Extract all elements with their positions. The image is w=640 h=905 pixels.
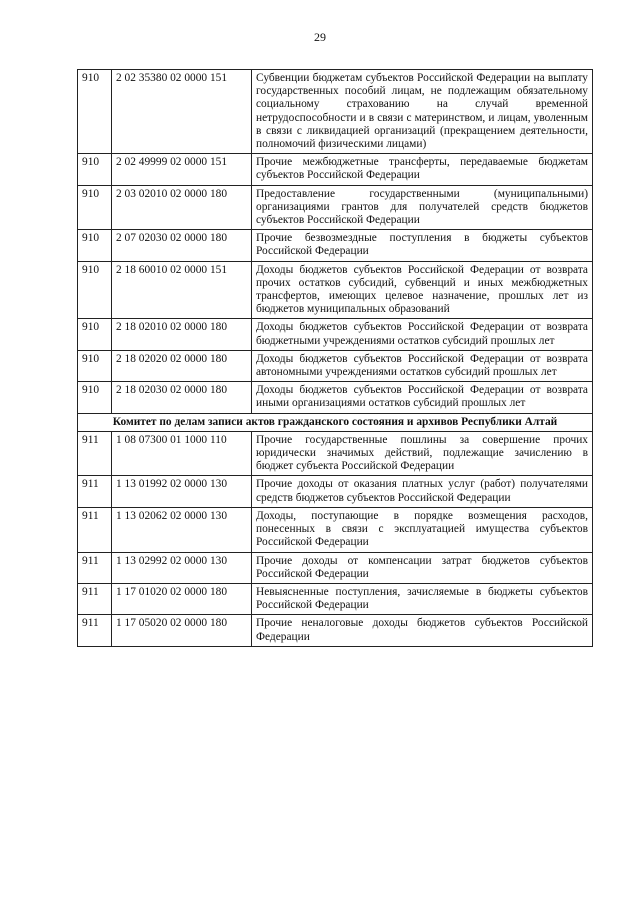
table-row — [78, 615, 593, 646]
page-number: 29 — [314, 30, 326, 44]
revenue-description: Предоставление государственными (муниципальными) организациями грантов для получателей средств бюджетов субъектов Российской Федерации — [252, 185, 593, 230]
revenue-code: 2 18 60010 02 0000 151 — [112, 261, 252, 319]
admin-code: 911 — [78, 507, 112, 552]
admin-code: 911 — [78, 476, 112, 507]
table-row — [78, 382, 593, 413]
revenue-codes-table — [77, 69, 593, 647]
table-row — [78, 70, 593, 154]
revenue-description: Субвенции бюджетам субъектов Российской Федерации на выплату государственных пособий лицам, не подлежащим обязательному социальному страхованию на случай временной нетрудоспособности и в связи с материнством, и лицам, уволенным в связи с ликвидацией организаций (прекращением деятельности, полномочий физическими лицами) — [252, 70, 593, 154]
admin-code: 911 — [78, 615, 112, 646]
revenue-code: 2 02 35380 02 0000 151 — [112, 70, 252, 154]
revenue-description: Доходы бюджетов субъектов Российской Федерации от возврата бюджетными учреждениями остатков субсидий прошлых лет — [252, 319, 593, 350]
revenue-description: Прочие неналоговые доходы бюджетов субъектов Российской Федерации — [252, 615, 593, 646]
table-row — [78, 431, 593, 476]
revenue-description: Доходы, поступающие в порядке возмещения расходов, понесенных в связи с эксплуатацией имущества субъектов Российской Федерации — [252, 507, 593, 552]
revenue-code: 1 08 07300 01 1000 110 — [112, 431, 252, 476]
table-row — [78, 261, 593, 319]
admin-code: 910 — [78, 319, 112, 350]
admin-code: 910 — [78, 70, 112, 154]
revenue-code: 2 03 02010 02 0000 180 — [112, 185, 252, 230]
table-row — [78, 552, 593, 583]
table-row — [78, 154, 593, 185]
table-row — [78, 230, 593, 261]
revenue-description: Прочие безвозмездные поступления в бюджеты субъектов Российской Федерации — [252, 230, 593, 261]
revenue-code: 2 18 02020 02 0000 180 — [112, 350, 252, 381]
revenue-code: 2 02 49999 02 0000 151 — [112, 154, 252, 185]
admin-code: 910 — [78, 230, 112, 261]
revenue-code: 1 17 05020 02 0000 180 — [112, 615, 252, 646]
revenue-code: 1 13 01992 02 0000 130 — [112, 476, 252, 507]
table-row — [78, 476, 593, 507]
admin-code: 910 — [78, 185, 112, 230]
revenue-description: Доходы бюджетов субъектов Российской Федерации от возврата автономными учреждениями остатков субсидий прошлых лет — [252, 350, 593, 381]
revenue-description: Прочие межбюджетные трансферты, передаваемые бюджетам субъектов Российской Федерации — [252, 154, 593, 185]
table-row — [78, 583, 593, 614]
admin-code: 911 — [78, 552, 112, 583]
admin-code: 910 — [78, 382, 112, 413]
table-row — [78, 350, 593, 381]
section-heading: Комитет по делам записи актов гражданского состояния и архивов Республики Алтай — [78, 413, 593, 431]
admin-code: 910 — [78, 154, 112, 185]
revenue-description: Невыясненные поступления, зачисляемые в бюджеты субъектов Российской Федерации — [252, 583, 593, 614]
admin-code: 911 — [78, 583, 112, 614]
table-row — [78, 507, 593, 552]
revenue-code: 1 17 01020 02 0000 180 — [112, 583, 252, 614]
revenue-code: 1 13 02062 02 0000 130 — [112, 507, 252, 552]
table-row — [78, 319, 593, 350]
revenue-description: Доходы бюджетов субъектов Российской Федерации от возврата иными организациями остатков субсидий прошлых лет — [252, 382, 593, 413]
admin-code: 911 — [78, 431, 112, 476]
table-row — [78, 185, 593, 230]
section-row — [78, 413, 593, 431]
revenue-code: 2 18 02010 02 0000 180 — [112, 319, 252, 350]
revenue-description: Прочие государственные пошлины за совершение прочих юридически значимых действий, подлежащие зачислению в бюджет субъекта Российской Федерации — [252, 431, 593, 476]
revenue-description: Доходы бюджетов субъектов Российской Федерации от возврата прочих остатков субсидий, субвенций и иных межбюджетных трансфертов, имеющих целевое назначение, прошлых лет из бюджетов муниципальных образований — [252, 261, 593, 319]
revenue-code: 2 18 02030 02 0000 180 — [112, 382, 252, 413]
admin-code: 910 — [78, 261, 112, 319]
revenue-code: 2 07 02030 02 0000 180 — [112, 230, 252, 261]
revenue-description: Прочие доходы от оказания платных услуг (работ) получателями средств бюджетов субъектов Российской Федерации — [252, 476, 593, 507]
revenue-description: Прочие доходы от компенсации затрат бюджетов субъектов Российской Федерации — [252, 552, 593, 583]
revenue-code: 1 13 02992 02 0000 130 — [112, 552, 252, 583]
admin-code: 910 — [78, 350, 112, 381]
